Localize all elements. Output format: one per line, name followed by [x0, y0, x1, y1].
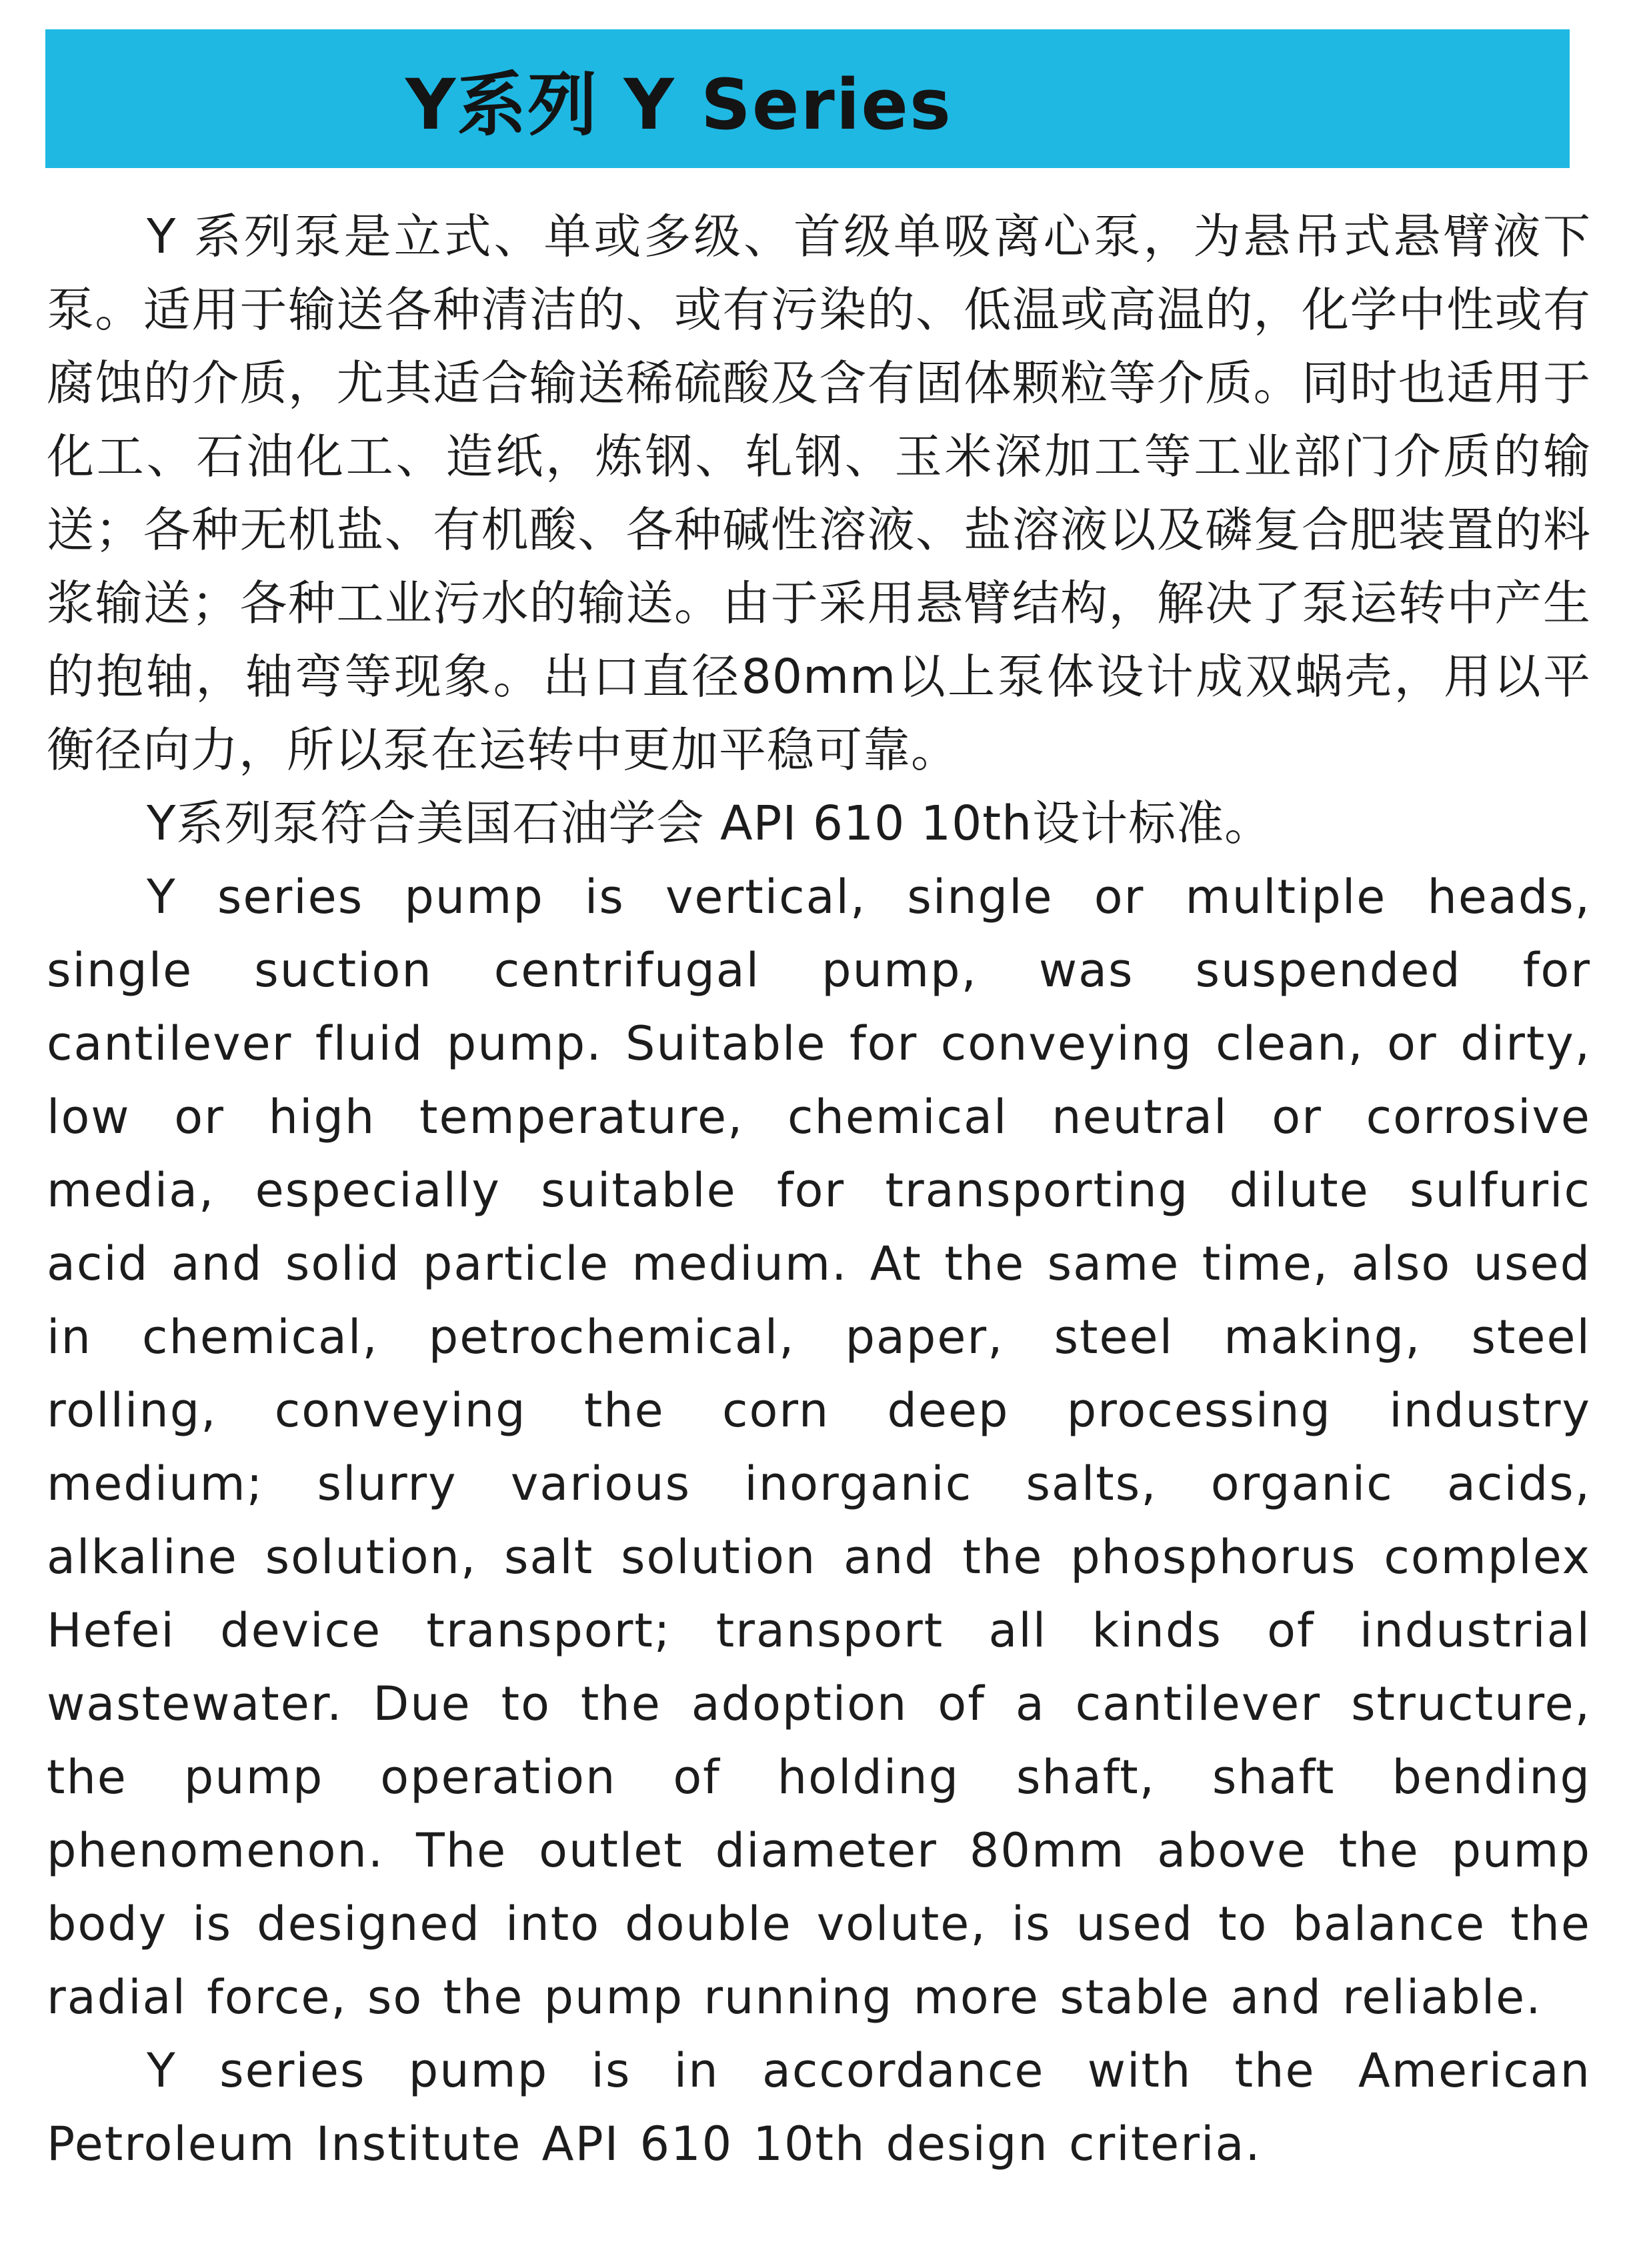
description-en: Y series pump is vertical, single or multiple heads, single suction centrifugal pump, was suspended for cantilever fluid pump. Suitable for conveying clean, or dirty, low or high temperature, chemical neutral or corrosive media, especially suitable for transporting dilute sulfuric acid and solid particle medium. At the same time, also used in chemical, petrochemical, paper, steel making, steel rolling, conveying the corn deep processing industry medium; slurry various inorganic salts, organic acids, alkaline solution, salt solution and the phosphorus complex Hefei device transport; transport all kinds of industrial wastewater. Due to the adoption of a cantilever structure, the pump operation of holding shaft, shaft bending phenomenon. The outlet diameter 80mm above the pump body is designed into double volute, is used to balance the radial force, so the pump running more stable and reliable.	[47, 870, 1591, 2025]
standard-note-zh: Y系列泵符合美国石油学会 API 610 10th设计标准。	[147, 796, 1273, 851]
title-banner	[45, 29, 1570, 168]
page-title: Y系列 Y Series	[405, 64, 952, 145]
description-zh: Y 系列泵是立式、单或多级、首级单吸离心泵，为悬吊式悬臂液下泵。适用于输送各种清洁的、或有污染的、低温或高温的，化学中性或有腐蚀的介质，尤其适合输送稀硫酸及含有固体颗粒等介质。同时也适用于化工、石油化工、造纸，炼钢、轧钢、玉米深加工等工业部门介质的输送；各种无机盐、有机酸、各种碱性溶液、盐溶液以及磷复合肥装置的料浆输送；各种工业污水的输送。由于采用悬臂结构，解决了泵运转中产生的抱轴，轴弯等现象。出口直径80mm以上泵体设计成双蜗壳，用以平衡径向力，所以泵在运转中更加平稳可靠。	[47, 209, 1591, 778]
standard-note-en: Y series pump is in accordance with the American Petroleum Institute API 610 10th design criteria.	[47, 2043, 1591, 2171]
document-body	[47, 200, 1591, 2181]
